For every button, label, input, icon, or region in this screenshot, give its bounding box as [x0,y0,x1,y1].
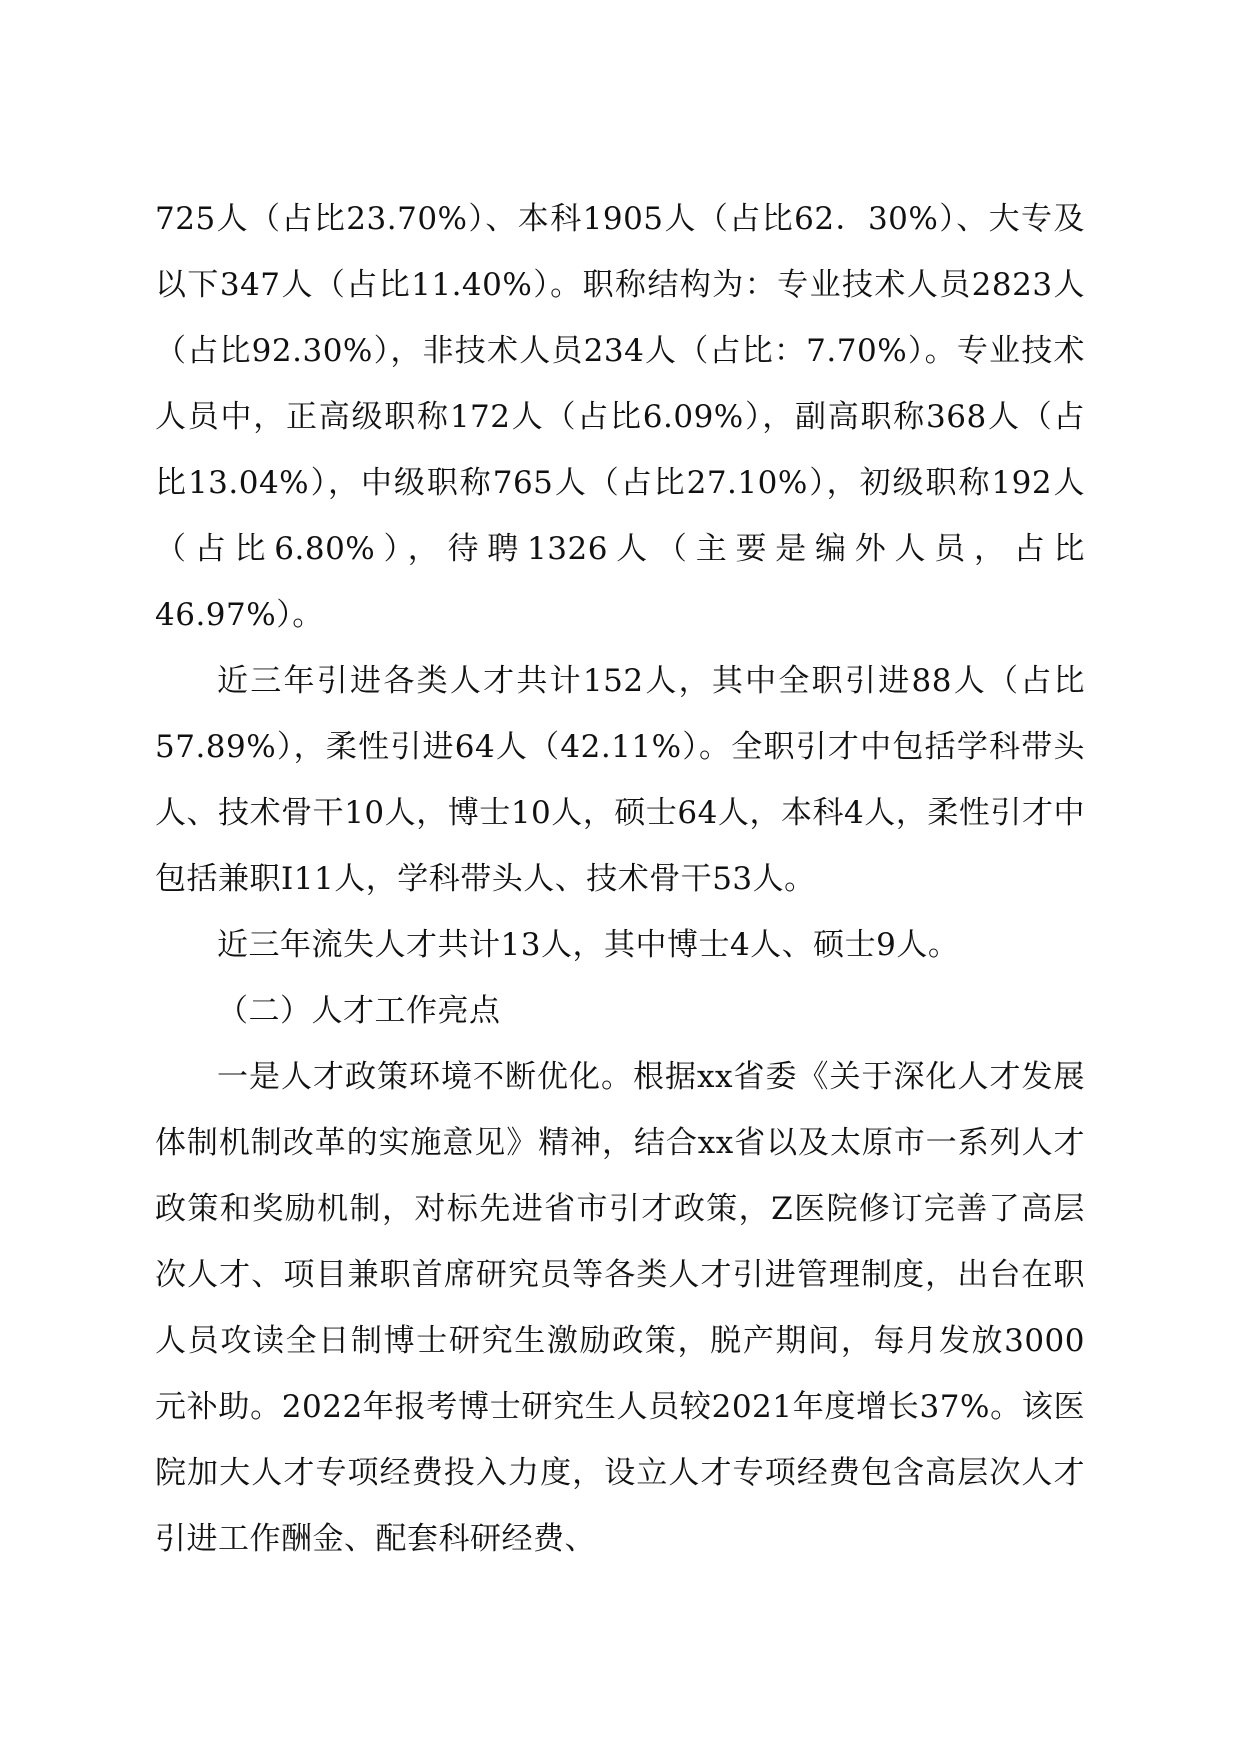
document-page [155,186,1085,1572]
paragraph-policy-environment: 一是人才政策环境不断优化。根据xx省委《关于深化人才发展体制机制改革的实施意见》精神，结合xx省以及太原市一系列人才政策和奖励机制，对标先进省市引才政策，Z医院修订完善了高层次人才、项目兼职首席研究员等各类人才引进管理制度，出台在职人员攻读全日制博士研究生激励政策，脱产期间，每月发放3000元补助。2022年报考博士研究生人员较2021年度增长37%。该医院加大人才专项经费投入力度，设立人才专项经费包含高层次人才引进工作酬金、配套科研经费、 [155,1059,1085,1557]
paragraph-education-title-structure: 725人（占比23.70%）、本科1905人（占比62．30%）、大专及以下347人（占比11.40%）。职称结构为：专业技术人员2823人（占比92.30%），非技术人员234人（占比：7.70%）。专业技术人员中，正高级职称172人（占比6.09%），副高职称368人（占比13.04%），中级职称765人（占比27.10%），初级职称192人（占比6.80%），待聘1326人（主要是编外人员，占比46.97%）。 [155,201,1085,633]
paragraph-talent-introduction: 近三年引进各类人才共计152人，其中全职引进88人（占比57.89%），柔性引进64人（42.11%）。全职引才中包括学科带头人、技术骨干10人，博士10人，硕士64人，本科4人，柔性引才中包括兼职I11人，学科带头人、技术骨干53人。 [155,663,1085,897]
section-heading: （二）人才工作亮点 [217,993,501,1029]
paragraph-talent-loss: 近三年流失人才共计13人，其中博士4人、硕士9人。 [217,927,960,963]
